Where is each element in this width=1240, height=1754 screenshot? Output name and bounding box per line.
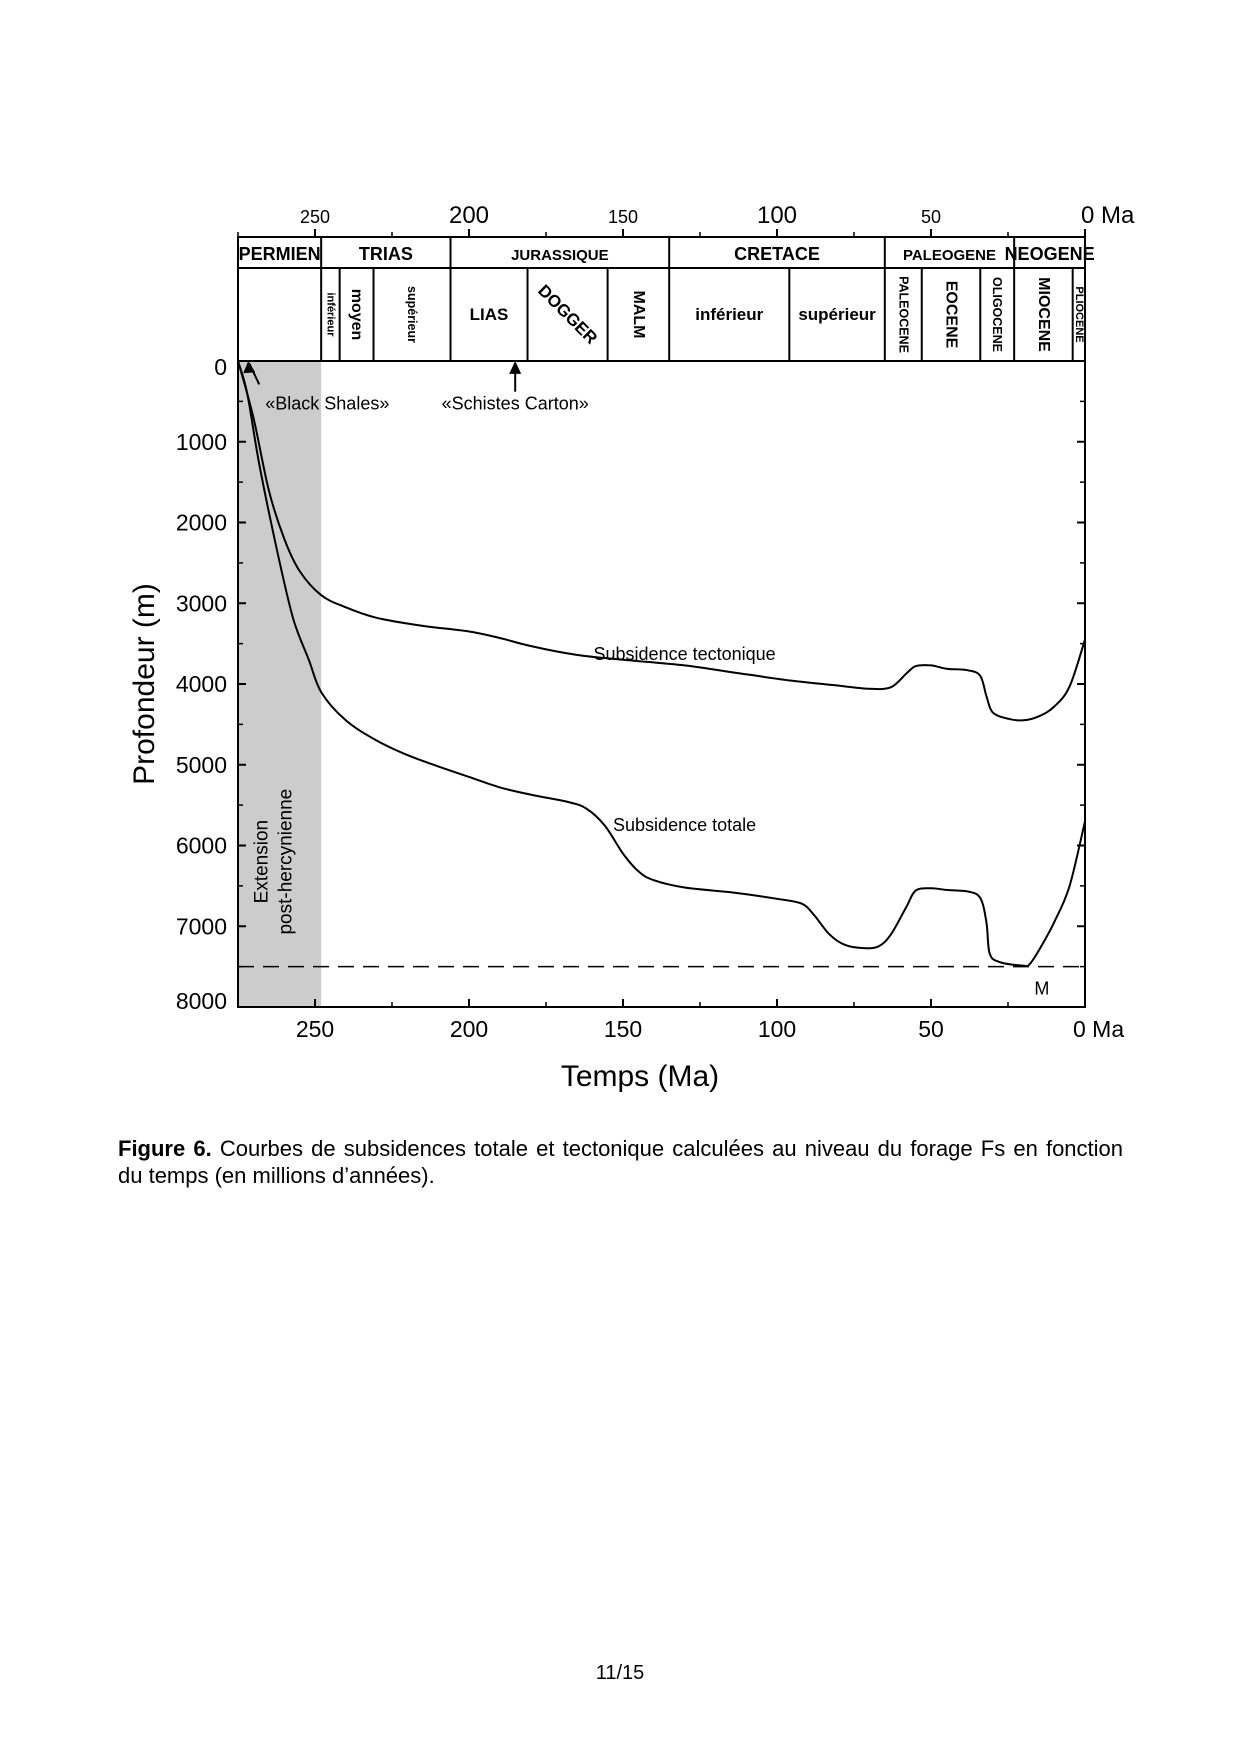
y-axis-tick-label: 2000 [175, 509, 227, 536]
x-axis-label: Temps (Ma) [560, 1060, 720, 1093]
period-label: CRETACE [734, 244, 820, 264]
x-axis-tick-label: 150 [603, 1016, 643, 1042]
y-axis-tick-label: 6000 [175, 832, 227, 859]
epoch-label: MALM [629, 290, 647, 339]
x-axis-tick-label: 50 [918, 1016, 944, 1042]
epoch-label: supérieur [798, 305, 876, 324]
top-axis-tick-label: 50 [920, 207, 942, 227]
tectonic-subsidence-line [238, 361, 1085, 720]
reference-line-label: M [1034, 978, 1050, 999]
epoch-label: moyen [348, 288, 366, 341]
epoch-label: EOCENE [942, 280, 960, 349]
epoch-label: OLIGOCENE [990, 276, 1005, 353]
plot-frame [238, 361, 1085, 1007]
y-axis-tick-label: 4000 [175, 671, 227, 697]
top-axis-tick-label: 150 [607, 207, 639, 227]
y-axis-tick-label: 8000 [175, 988, 227, 1014]
top-axis-tick-label: 250 [299, 207, 331, 227]
annotation-label: «Schistes Carton» [441, 393, 589, 414]
band-label-line2: post-hercynienne [275, 788, 297, 935]
epoch-label: MIOCENE [1034, 277, 1052, 352]
x-axis-tick-label: 200 [449, 1016, 489, 1042]
caption-label: Figure 6. [118, 1136, 212, 1161]
epoch-label: inférieur [324, 292, 337, 337]
y-axis-tick-label: 7000 [175, 913, 227, 940]
epoch-label: LIAS [469, 305, 509, 324]
x-axis-tick-label: 0 Ma [1073, 1016, 1125, 1042]
total-subsidence-label: Subsidence totale [613, 814, 757, 835]
top-axis-tick-label: 100 [756, 202, 798, 229]
band-label-line1: Extension [251, 819, 273, 904]
y-axis-tick-label: 5000 [175, 751, 227, 778]
top-axis-tick-label: 200 [448, 202, 490, 229]
annotation-arrow-head [509, 361, 521, 374]
figure-caption [118, 1135, 1123, 1189]
period-label: PALEOGENE [902, 247, 997, 264]
caption-text: Courbes de subsidences totale et tectonique calculées au niveau du forage Fs en fonction du temps (en millions d’années). [118, 1136, 1124, 1188]
top-axis-tick-label: 0 Ma [1081, 202, 1135, 229]
page-number: 11/15 [595, 1662, 645, 1684]
y-axis-tick-label: 0 [214, 354, 227, 380]
period-label: TRIAS [358, 244, 413, 264]
period-label: JURASSIQUE [511, 247, 609, 264]
epoch-label: DOGGER [534, 281, 601, 348]
x-axis-tick-label: 100 [757, 1016, 797, 1042]
epoch-label: PLIOCENE [1072, 286, 1085, 343]
x-axis-tick-label: 250 [295, 1016, 335, 1042]
epoch-label: inférieur [695, 305, 764, 324]
epoch-label: supérieur [405, 286, 420, 343]
annotation-label: «Black Shales» [265, 393, 390, 414]
y-axis-tick-label: 3000 [175, 590, 227, 617]
period-label: PERMIEN [238, 244, 321, 264]
tectonic-subsidence-label: Subsidence tectonique [593, 643, 776, 664]
y-axis-tick-label: 1000 [175, 428, 227, 455]
y-axis-label: Profondeur (m) [128, 583, 161, 785]
epoch-label: PALEOCENE [896, 276, 911, 353]
period-label: NEOGENE [1004, 244, 1095, 264]
